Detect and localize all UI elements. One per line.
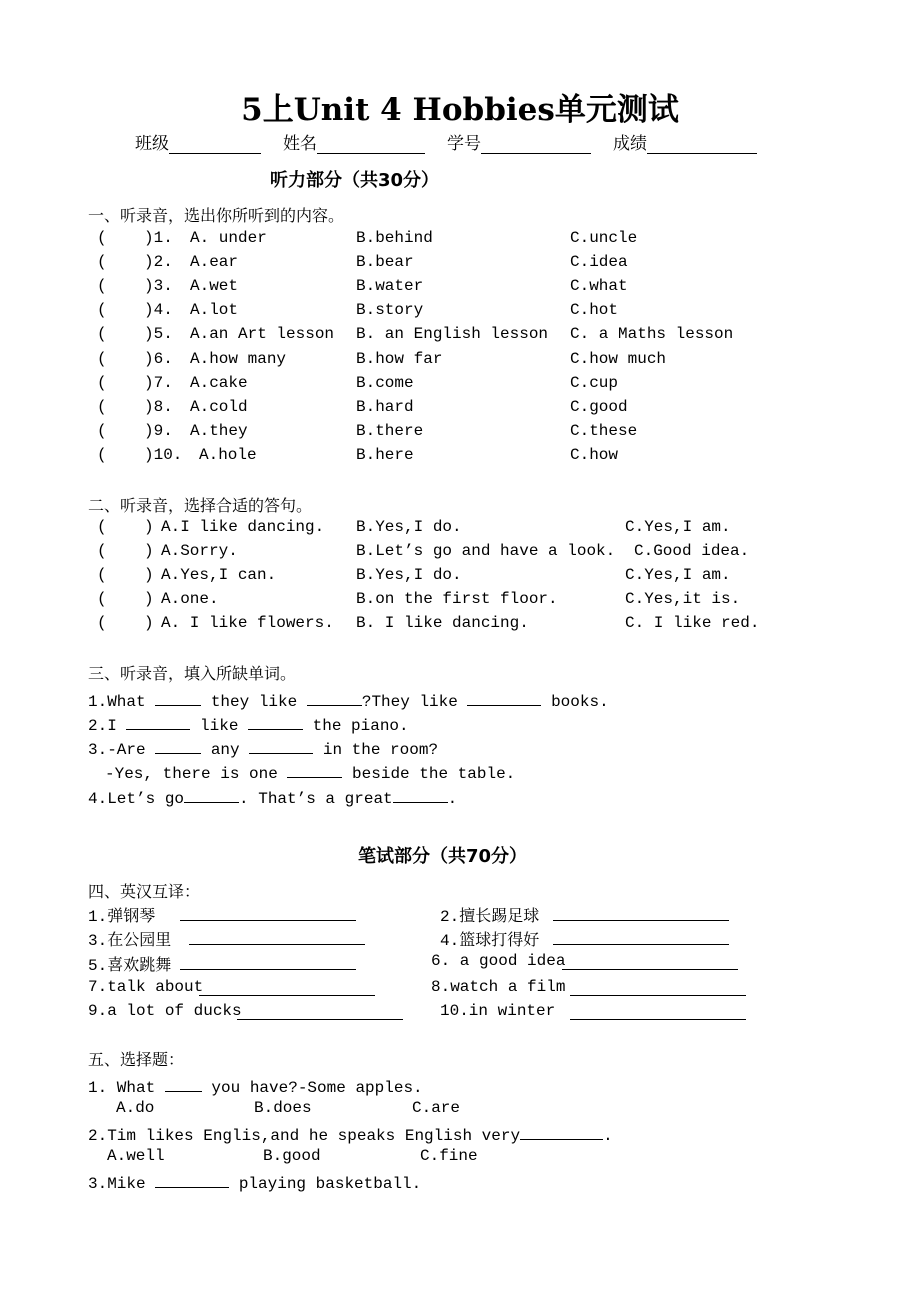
question-number: )8.: [144, 397, 173, 416]
option-c[interactable]: C.uncle: [570, 229, 638, 247]
part4-heading: 四、英汉互译：: [88, 882, 201, 901]
option-c[interactable]: C.Yes,it is.: [625, 590, 741, 609]
translation-blank[interactable]: [570, 995, 746, 996]
question-number: )1.: [144, 229, 173, 247]
option-a[interactable]: A.I like dancing.: [161, 518, 325, 536]
answer-blank[interactable]: [467, 689, 541, 706]
part1-row: [0, 446, 920, 470]
option-b[interactable]: B.water: [356, 277, 424, 296]
option-a[interactable]: A.cake: [190, 373, 248, 392]
option-b[interactable]: B.Yes,I do.: [356, 518, 462, 536]
number-blank[interactable]: [481, 135, 591, 154]
option-a[interactable]: A.Sorry.: [161, 542, 238, 561]
answer-blank[interactable]: [249, 737, 313, 754]
part2-row: [0, 542, 920, 566]
answer-paren[interactable]: (: [97, 542, 107, 561]
answer-paren[interactable]: (: [97, 349, 107, 368]
part5-q1-option-a[interactable]: A.do: [116, 1099, 155, 1117]
part3-line-5: [88, 786, 457, 808]
score-blank[interactable]: [647, 135, 757, 154]
translation-item: 10.in winter: [440, 1002, 556, 1020]
text: .: [603, 1127, 613, 1145]
translation-blank[interactable]: [237, 1019, 403, 1020]
option-a[interactable]: A.they: [190, 421, 248, 440]
part3-line-1: [88, 689, 609, 711]
answer-paren[interactable]: (: [97, 277, 107, 296]
option-b[interactable]: B.on the first floor.: [356, 590, 558, 609]
option-b[interactable]: B. I like dancing.: [356, 614, 529, 633]
question-number: )10.: [144, 445, 183, 464]
option-c[interactable]: C.these: [570, 421, 638, 440]
question-number: )4.: [144, 301, 173, 320]
part1-heading: 一、听录音，选出你所听到的内容。: [88, 206, 345, 225]
translation-item: 1.弹钢琴: [88, 908, 156, 926]
answer-paren[interactable]: (: [97, 590, 107, 609]
option-b[interactable]: B.hard: [356, 397, 414, 416]
answer-paren[interactable]: (: [97, 445, 107, 464]
translation-item: 6. a good idea: [431, 952, 566, 970]
option-b[interactable]: B. an English lesson: [356, 325, 549, 344]
answer-blank[interactable]: [155, 737, 201, 754]
option-c[interactable]: C.cup: [570, 373, 619, 392]
option-a[interactable]: A.wet: [190, 277, 239, 296]
part5-q2: [88, 1123, 613, 1145]
translation-blank[interactable]: [553, 944, 729, 945]
part1-row: [0, 325, 920, 349]
translation-blank[interactable]: [553, 920, 729, 921]
answer-paren[interactable]: (: [97, 566, 107, 585]
class-blank[interactable]: [169, 135, 261, 154]
translation-item: 4.篮球打得好: [440, 932, 540, 950]
text: 2.I: [88, 717, 127, 735]
answer-blank[interactable]: [248, 713, 303, 730]
option-c[interactable]: C. I like red.: [625, 614, 760, 633]
answer-blank[interactable]: [307, 689, 362, 706]
answer-blank[interactable]: [126, 713, 190, 730]
text: 3.-Are: [88, 741, 156, 759]
student-info-line: [135, 129, 779, 154]
written-heading: 笔试部分（共70分）: [358, 846, 528, 867]
part5-q1-option-b[interactable]: B.does: [254, 1099, 312, 1117]
part1-row: [0, 350, 920, 374]
class-label: 班级: [135, 134, 169, 154]
part3-line-2: [88, 713, 409, 735]
part2-heading: 二、听录音，选择合适的答句。: [88, 496, 313, 515]
part1-row: [0, 229, 920, 253]
part2-row: [0, 566, 920, 590]
text: you have?-Some apples.: [201, 1079, 423, 1097]
option-a[interactable]: A.cold: [190, 397, 248, 416]
option-b[interactable]: B.Let’s go and have a look.: [356, 542, 616, 561]
answer-paren[interactable]: (: [97, 421, 107, 440]
listening-heading: 听力部分（共30分）: [270, 170, 440, 191]
question-number: )3.: [144, 277, 173, 296]
option-b[interactable]: B.come: [356, 373, 414, 392]
text: 1.What: [88, 693, 156, 711]
answer-paren[interactable]: (: [97, 229, 107, 247]
part5-q3: [88, 1171, 421, 1193]
answer-paren[interactable]: (: [97, 397, 107, 416]
option-c[interactable]: C.Good idea.: [634, 542, 750, 561]
option-c[interactable]: C.good: [570, 397, 628, 416]
part1-row: [0, 301, 920, 325]
translation-blank[interactable]: [199, 995, 375, 996]
text: ?They like: [361, 693, 468, 711]
translation-item: 5.喜欢跳舞: [88, 957, 172, 975]
option-c[interactable]: C.Yes,I am.: [625, 518, 731, 536]
answer-paren-close: ): [144, 566, 154, 585]
answer-blank[interactable]: [393, 786, 448, 803]
option-c[interactable]: C.what: [570, 277, 628, 296]
translation-blank[interactable]: [189, 944, 365, 945]
option-b[interactable]: B.how far: [356, 349, 443, 368]
page-title: 5上Unit 4 Hobbies单元测试: [241, 92, 679, 128]
text: .: [447, 790, 458, 808]
text: like: [190, 717, 249, 735]
option-b[interactable]: B.here: [356, 445, 414, 464]
option-c[interactable]: C.hot: [570, 301, 619, 320]
part5-q1-option-c[interactable]: C.are: [412, 1099, 461, 1117]
answer-paren-close: ): [144, 614, 154, 633]
question-number: )9.: [144, 421, 173, 440]
option-b[interactable]: B.there: [356, 421, 424, 440]
text: beside the table.: [342, 765, 516, 783]
part1-row: [0, 277, 920, 301]
text: -Yes, there is one: [105, 765, 288, 783]
translation-item: 2.擅长踢足球: [440, 908, 540, 926]
score-label: 成绩: [613, 134, 647, 154]
answer-blank[interactable]: [184, 786, 239, 803]
answer-paren[interactable]: (: [97, 518, 107, 536]
part1-row: [0, 422, 920, 446]
answer-paren-close: ): [144, 518, 154, 536]
answer-blank[interactable]: [520, 1123, 603, 1140]
option-a[interactable]: A. I like flowers.: [161, 614, 334, 633]
answer-paren-close: ): [144, 542, 154, 561]
answer-paren[interactable]: (: [97, 253, 107, 272]
text: playing basketball.: [229, 1175, 422, 1193]
option-a[interactable]: A.one.: [161, 590, 219, 609]
option-c[interactable]: C.Yes,I am.: [625, 566, 731, 585]
option-a[interactable]: A.Yes,I can.: [161, 566, 277, 585]
text: any: [201, 741, 250, 759]
answer-blank[interactable]: [165, 1075, 202, 1092]
option-a[interactable]: A.an Art lesson: [190, 325, 335, 344]
translation-item: 7.talk about: [88, 978, 204, 996]
part1-row: [0, 398, 920, 422]
text: in the room?: [313, 741, 439, 759]
question-number: )5.: [144, 325, 173, 344]
translation-item: 8.watch a film: [431, 978, 566, 996]
number-field: [447, 129, 591, 154]
part5-q2-option-b[interactable]: B.good: [263, 1147, 321, 1165]
score-field: [613, 129, 757, 154]
option-a[interactable]: A.how many: [190, 349, 287, 368]
part2-row: [0, 614, 920, 638]
part5-heading: 五、选择题：: [88, 1050, 185, 1069]
text: 1. What: [88, 1079, 165, 1097]
text: books.: [541, 693, 609, 711]
text: 4.Let’s go: [88, 790, 185, 808]
option-c[interactable]: C.idea: [570, 253, 628, 272]
answer-paren[interactable]: (: [97, 614, 107, 633]
option-b[interactable]: B.behind: [356, 229, 433, 247]
option-a[interactable]: A.ear: [190, 253, 239, 272]
part3-line-4: [105, 761, 515, 783]
option-b[interactable]: B.bear: [356, 253, 414, 272]
class-field: [135, 129, 261, 154]
answer-paren[interactable]: (: [97, 373, 107, 392]
text: 2.Tim likes Englis,and he speaks English very: [88, 1127, 521, 1145]
translation-blank[interactable]: [562, 969, 738, 970]
name-blank[interactable]: [317, 135, 425, 154]
option-a[interactable]: A. under: [190, 229, 267, 247]
part5-q2-option-a[interactable]: A.well: [107, 1147, 165, 1165]
text: they like: [201, 693, 307, 711]
answer-blank[interactable]: [287, 761, 342, 778]
part2-row: [0, 590, 920, 614]
part2-row: [0, 518, 920, 542]
translation-blank[interactable]: [570, 1019, 746, 1020]
text: the piano.: [303, 717, 409, 735]
name-label: 姓名: [283, 134, 317, 154]
option-c[interactable]: C.how: [570, 445, 619, 464]
option-c[interactable]: C.how much: [570, 349, 667, 368]
part1-row: [0, 374, 920, 398]
translation-blank[interactable]: [180, 969, 356, 970]
translation-blank[interactable]: [180, 920, 356, 921]
answer-paren-close: ): [144, 590, 154, 609]
part5-q1: [88, 1075, 423, 1097]
part3-heading: 三、听录音，填入所缺单词。: [88, 664, 297, 683]
option-a[interactable]: A.hole: [199, 445, 257, 464]
answer-blank[interactable]: [155, 689, 201, 706]
part5-q2-option-c[interactable]: C.fine: [420, 1147, 478, 1165]
part1-row: [0, 253, 920, 277]
question-number: )2.: [144, 253, 173, 272]
question-number: )6.: [144, 349, 173, 368]
text: . That’s a great: [239, 790, 393, 808]
part3-line-3: [88, 737, 438, 759]
name-field: [283, 129, 425, 154]
option-b[interactable]: B.story: [356, 301, 424, 320]
answer-blank[interactable]: [155, 1171, 229, 1188]
question-number: )7.: [144, 373, 173, 392]
answer-paren[interactable]: (: [97, 301, 107, 320]
translation-item: 3.在公园里: [88, 932, 172, 950]
number-label: 学号: [447, 134, 481, 154]
option-c[interactable]: C. a Maths lesson: [570, 325, 734, 344]
translation-item: 9.a lot of ducks: [88, 1002, 242, 1020]
option-b[interactable]: B.Yes,I do.: [356, 566, 462, 585]
option-a[interactable]: A.lot: [190, 301, 239, 320]
answer-paren[interactable]: (: [97, 325, 107, 344]
text: 3.Mike: [88, 1175, 156, 1193]
